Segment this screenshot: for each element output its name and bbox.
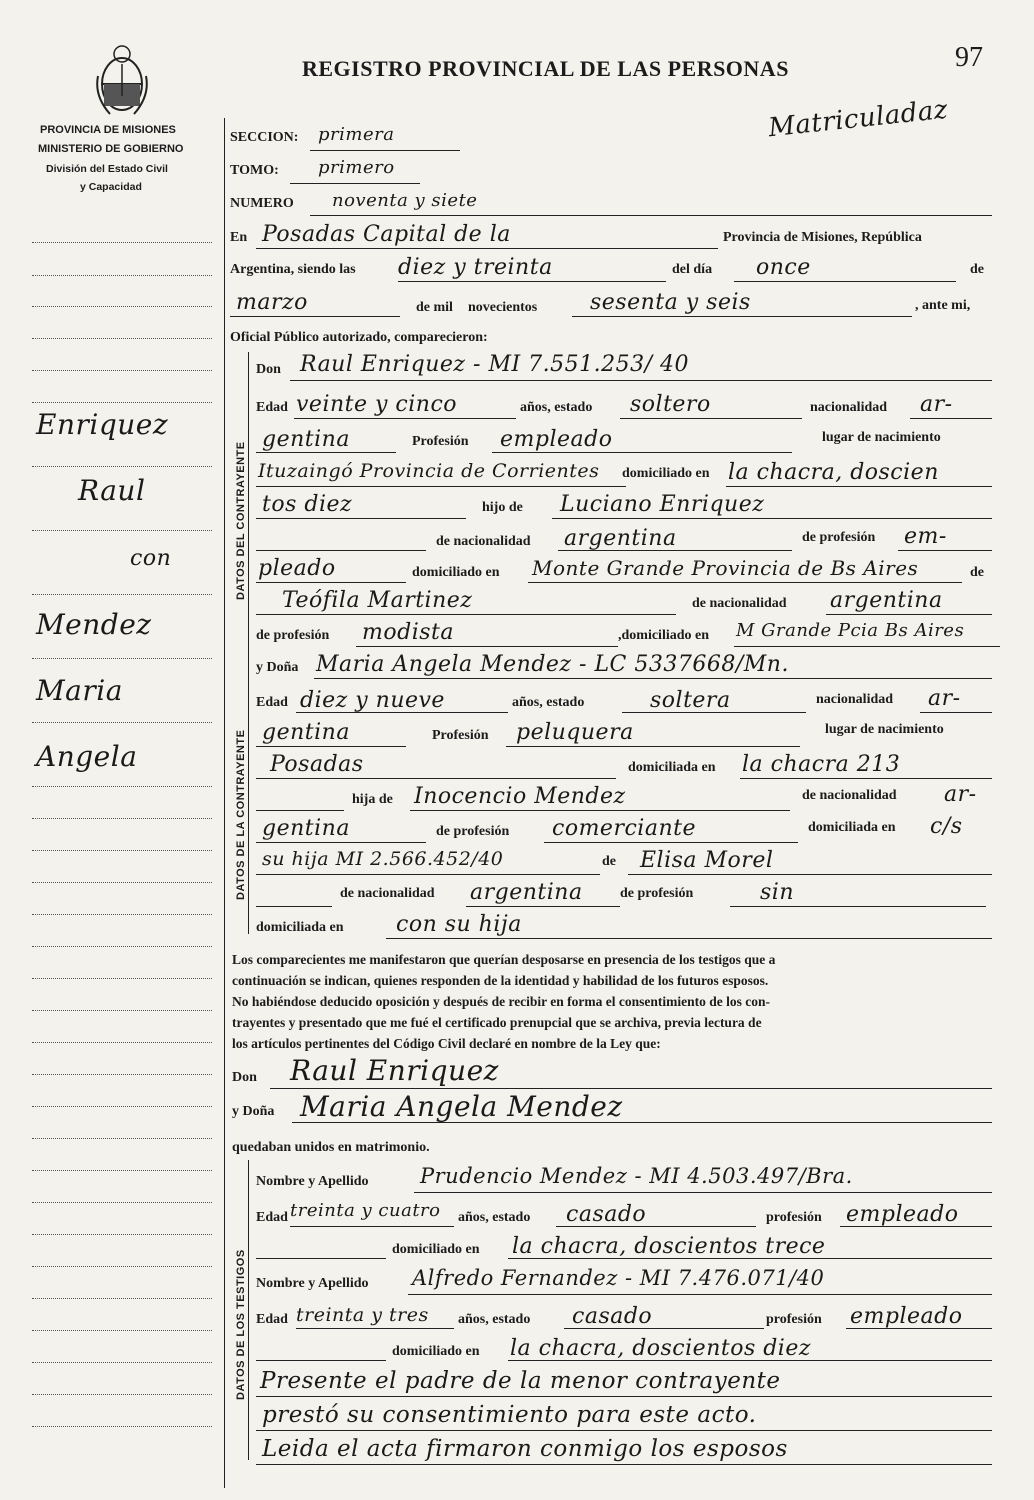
field-line [270, 1088, 992, 1089]
anos-estado-label: años, estado [520, 400, 593, 415]
field-line [256, 248, 718, 249]
margin-dotted-line [32, 306, 212, 307]
note-line1: Presente el padre de la menor contrayente [260, 1368, 781, 1394]
de-nacionalidad-label: de nacionalidad [436, 534, 531, 549]
field-line [466, 906, 620, 907]
field-line [408, 1294, 992, 1295]
lugar-nacimiento2-label: lugar de nacimiento [825, 722, 944, 737]
prof-madre-value: modista [362, 620, 454, 645]
edad3-label: Edad [256, 1210, 288, 1225]
field-line [628, 874, 992, 875]
edad-novio-value: veinte y cinco [296, 392, 458, 417]
field-line [622, 712, 806, 713]
nacionalidad-label: nacionalidad [810, 400, 888, 415]
dom-madre-value: M Grande Pcia Bs Aires [736, 620, 965, 641]
numero-value: noventa y siete [332, 190, 478, 211]
en-value: Posadas Capital de la [262, 222, 511, 247]
del-dia-label: del día [672, 262, 713, 277]
nacionalidad2-label: nacionalidad [816, 692, 894, 707]
dom-padre2b-value: su hija MI 2.566.452/40 [262, 848, 504, 870]
padre-novio-value: Luciano Enriquez [560, 492, 765, 517]
margin-dotted-line [32, 466, 212, 467]
provincia-label: Provincia de Misiones, República [723, 230, 922, 245]
paragraph-line: continuación se indican, quienes responden de la identidad y habilidad de los futuros esposos. [232, 973, 769, 988]
margin-dotted-line [32, 1298, 212, 1299]
argentina-siendo-label: Argentina, siendo las [230, 262, 356, 277]
field-line [730, 906, 986, 907]
nac-novia-a-value: ar- [928, 686, 961, 711]
nombre-apellido2-label: Nombre y Apellido [256, 1276, 369, 1291]
profesion-label: Profesión [412, 434, 469, 449]
oficial-label: Oficial Público autorizado, comparecieron: [230, 330, 488, 345]
dia-value: once [756, 255, 811, 280]
margin-dotted-line [32, 882, 212, 883]
anio-value: sesenta y seis [590, 290, 751, 315]
estado-novio-value: soltero [630, 392, 711, 417]
margin-dotted-line [32, 658, 212, 659]
anos-estado4-label: años, estado [458, 1312, 531, 1327]
prof-padre-a-value: em- [904, 524, 947, 549]
field-line [386, 938, 992, 939]
margin-note-name3: Angela [36, 740, 138, 773]
seccion-value: primera [318, 124, 395, 145]
dom-padre2a-value: c/s [930, 814, 963, 839]
prof-padre2-value: comerciante [552, 816, 696, 841]
field-line [898, 550, 992, 551]
field-line [256, 1464, 992, 1465]
margin-note-name2: Maria [36, 674, 123, 707]
estado-novia-value: soltera [650, 688, 731, 713]
field-line [296, 712, 508, 713]
field-line [256, 842, 426, 843]
anos-estado3-label: años, estado [458, 1210, 531, 1225]
de3-label: de [602, 854, 616, 869]
field-line [256, 906, 332, 907]
margin-dotted-line [32, 786, 212, 787]
edad4-label: Edad [256, 1312, 288, 1327]
margin-dotted-line [32, 946, 212, 947]
dom-novio-a-value: la chacra, doscien [728, 460, 939, 485]
field-line [840, 1226, 992, 1227]
don2-label: Don [232, 1070, 257, 1085]
side-label-contrayente: DATOS DEL CONTRAYENTE [235, 441, 247, 600]
margin-dotted-line [32, 275, 212, 276]
field-line [256, 582, 406, 583]
field-line [294, 418, 516, 419]
novecientos-label: novecientos [468, 300, 538, 315]
padre-novia-value: Inocencio Mendez [414, 784, 626, 809]
de2-label: de [970, 565, 984, 580]
field-line [734, 646, 1000, 647]
margin-dotted-line [32, 530, 212, 531]
ministry-label: MINISTERIO DE GOBIERNO [38, 143, 184, 155]
anos-estado2-label: años, estado [512, 695, 585, 710]
field-line [256, 550, 426, 551]
field-line [556, 1226, 756, 1227]
de-mil-label: de mil [416, 300, 453, 315]
dona-final-value: Maria Angela Mendez [300, 1090, 623, 1123]
dom-novia-value: la chacra 213 [742, 752, 901, 777]
field-line [410, 810, 790, 811]
domiciliado-en2-label: domiciliado en [412, 565, 500, 580]
field-line [910, 418, 992, 419]
seccion-label: SECCION: [230, 130, 299, 145]
lugar-nacimiento-label: lugar de nacimiento [822, 430, 941, 445]
field-line [256, 1430, 992, 1431]
y-dona2-label: y Doña [232, 1104, 275, 1119]
province-label: PROVINCIA DE MISIONES [40, 124, 176, 136]
de-nacionalidad4-label: de nacionalidad [340, 886, 435, 901]
nac-padre2-value: ar- [944, 782, 977, 807]
margin-dotted-line [32, 1362, 212, 1363]
margin-dotted-line [32, 242, 212, 243]
tomo-label: TOMO: [230, 163, 279, 178]
edad-novia-value: diez y nueve [300, 688, 445, 713]
lugar-novia-value: Posadas [270, 752, 364, 777]
dom-padre-value: Monte Grande Provincia de Bs Aires [532, 556, 919, 580]
section-border-line [248, 1160, 249, 1460]
coat-of-arms-icon [92, 36, 152, 120]
margin-note-surname: Enriquez [36, 408, 169, 441]
de-profesion4-label: de profesión [620, 886, 694, 901]
margin-dotted-line [32, 850, 212, 851]
y-dona-label: y Doña [256, 660, 299, 675]
en-label: En [230, 230, 248, 245]
margin-dotted-line [32, 1074, 212, 1075]
field-line [256, 1258, 386, 1259]
lugar-novio-value: Ituzaingó Provincia de Corrientes [258, 460, 600, 482]
domiciliada-en3-label: domiciliada en [256, 920, 344, 935]
note-line2: prestó su consentimiento para este acto. [262, 1402, 757, 1428]
prof-novia-value: peluquera [516, 720, 634, 745]
margin-dotted-line [32, 914, 212, 915]
field-line [734, 281, 956, 282]
note-line3: Leida el acta firmaron conmigo los esposos [262, 1436, 788, 1462]
dom-t1-value: la chacra, doscientos trece [512, 1234, 826, 1259]
margin-dotted-line [32, 1170, 212, 1171]
don-final-value: Raul Enriquez [290, 1054, 499, 1087]
matriculada-stamp: Matriculadaz [766, 94, 950, 144]
field-line [256, 1360, 386, 1361]
main-border-line [224, 118, 225, 1488]
margin-dotted-line [32, 338, 212, 339]
ante-mi-label: , ante mi, [915, 298, 971, 313]
field-line [492, 452, 792, 453]
field-line [508, 1258, 992, 1259]
edad2-label: Edad [256, 695, 288, 710]
quedaban-label: quedaban unidos en matrimonio. [232, 1140, 430, 1155]
margin-dotted-line [32, 1234, 212, 1235]
domiciliada-en-label: domiciliada en [628, 760, 716, 775]
estado-t1-value: casado [566, 1202, 647, 1227]
margin-dotted-line [32, 594, 212, 595]
madre-novio-value: Teófila Martinez [282, 588, 473, 613]
profesion4-label: profesión [766, 1312, 822, 1327]
margin-dotted-line [32, 1106, 212, 1107]
mes-value: marzo [236, 290, 308, 315]
prof-novio-value: empleado [500, 427, 613, 452]
paragraph-line: trayentes y presentado que me fué el certificado prenupcial que se archiva, previa lectura de [232, 1015, 762, 1030]
field-line [290, 1226, 454, 1227]
field-line [256, 518, 466, 519]
margin-dotted-line [32, 1042, 212, 1043]
field-line [256, 614, 676, 615]
domiciliado-en3-label: ,domiciliado en [618, 628, 710, 643]
margin-dotted-line [32, 1394, 212, 1395]
novio-value: Raul Enriquez - MI 7.551.253/ 40 [300, 352, 690, 377]
field-line [356, 646, 618, 647]
field-line [726, 486, 992, 487]
nac-padre2b-value: gentina [262, 816, 350, 841]
field-line [414, 1192, 992, 1193]
margin-dotted-line [32, 1202, 212, 1203]
field-line [740, 778, 992, 779]
margin-dotted-line [32, 1010, 212, 1011]
page-title: REGISTRO PROVINCIAL DE LAS PERSONAS [302, 56, 789, 81]
prof-t2-value: empleado [850, 1304, 963, 1329]
tomo-value: primero [318, 157, 395, 178]
field-line [256, 810, 344, 811]
field-line [558, 550, 792, 551]
domiciliado-en5-label: domiciliado en [392, 1344, 480, 1359]
field-line [290, 380, 992, 381]
dom-novio-b-value: tos diez [262, 492, 353, 517]
prof-madre2-value: sin [760, 880, 794, 905]
field-line [256, 746, 406, 747]
margin-dotted-line [32, 1426, 212, 1427]
field-line [256, 452, 396, 453]
page-number: 97 [955, 42, 983, 73]
dom-madre2-value: con su hija [396, 912, 522, 937]
field-line [256, 486, 626, 487]
margin-dotted-line [32, 978, 212, 979]
section-border-line [248, 352, 249, 934]
margin-note-con: con [130, 546, 172, 571]
field-line [310, 215, 992, 216]
field-line [314, 678, 992, 679]
paragraph-line: Los comparecientes me manifestaron que querían desposarse en presencia de los testigos que a [232, 952, 776, 967]
field-line [508, 1360, 992, 1361]
margin-dotted-line [32, 722, 212, 723]
field-line [290, 183, 420, 184]
division-label: División del Estado Civil [46, 163, 168, 175]
de-label: de [970, 262, 984, 277]
margin-note-name: Raul [78, 474, 146, 507]
madre-novia-value: Elisa Morel [640, 848, 774, 873]
margin-dotted-line [32, 1138, 212, 1139]
de-profesion2-label: de profesión [256, 628, 330, 643]
field-line [920, 712, 992, 713]
edad-t2-value: treinta y tres [296, 1304, 429, 1326]
margin-dotted-line [32, 370, 212, 371]
field-line [620, 418, 802, 419]
dom-t2-value: la chacra, doscientos diez [510, 1336, 811, 1361]
field-line [398, 281, 666, 282]
margin-dotted-line [32, 818, 212, 819]
nac-novia-b-value: gentina [262, 720, 350, 745]
de-profesion-label: de profesión [802, 530, 876, 545]
hija-de-label: hija de [352, 792, 393, 807]
profesion3-label: profesión [766, 1210, 822, 1225]
field-line [256, 1396, 992, 1397]
de-profesion3-label: de profesión [436, 824, 510, 839]
de-nacionalidad3-label: de nacionalidad [802, 788, 897, 803]
field-line [564, 1328, 764, 1329]
don-label: Don [256, 362, 281, 377]
edad-label: Edad [256, 400, 288, 415]
domiciliado-en-label: domiciliado en [622, 466, 710, 481]
hijo-de-label: hijo de [482, 500, 523, 515]
hora-value: diez y treinta [398, 255, 553, 280]
field-line [256, 874, 600, 875]
domiciliada-en2-label: domiciliada en [808, 820, 896, 835]
paragraph-line: los artículos pertinentes del Código Civil declaré en nombre de la Ley que: [232, 1036, 661, 1051]
nac-novio-a-value: ar- [920, 392, 953, 417]
nac-padre-value: argentina [564, 526, 677, 551]
side-label-contrayente2: DATOS DE LA CONTRAYENTE [235, 729, 247, 900]
side-label-testigos: DATOS DE LOS TESTIGOS [235, 1249, 247, 1400]
estado-t2-value: casado [572, 1304, 653, 1329]
field-line [572, 316, 912, 317]
field-line [846, 1328, 992, 1329]
nac-novio-b-value: gentina [262, 427, 350, 452]
field-line [310, 150, 460, 151]
prof-padre-b-value: pleado [258, 556, 336, 581]
de-nacionalidad2-label: de nacionalidad [692, 596, 787, 611]
field-line [256, 778, 616, 779]
margin-dotted-line [32, 1330, 212, 1331]
field-line [528, 582, 962, 583]
novia-value: Maria Angela Mendez - LC 5337668/Mn. [316, 652, 789, 677]
field-line [506, 746, 800, 747]
domiciliado-en4-label: domiciliado en [392, 1242, 480, 1257]
nombre-apellido-label: Nombre y Apellido [256, 1174, 369, 1189]
numero-label: NUMERO [230, 196, 294, 211]
prof-t1-value: empleado [846, 1202, 959, 1227]
margin-dotted-line [32, 402, 212, 403]
field-line [292, 1122, 992, 1123]
field-line [296, 1328, 454, 1329]
margin-note-surname2: Mendez [36, 608, 152, 641]
testigo1-value: Prudencio Mendez - MI 4.503.497/Bra. [420, 1164, 853, 1188]
field-line [826, 614, 992, 615]
testigo2-value: Alfredo Fernandez - MI 7.476.071/40 [412, 1266, 825, 1290]
capacity-label: y Capacidad [80, 181, 142, 193]
nac-madre2-value: argentina [470, 880, 583, 905]
paragraph-line: No habiéndose deducido oposición y después de recibir en forma el consentimiento de los con- [232, 994, 771, 1009]
field-line [544, 842, 798, 843]
edad-t1-value: treinta y cuatro [290, 1200, 441, 1221]
profesion2-label: Profesión [432, 728, 489, 743]
field-line [230, 316, 400, 317]
nac-madre-value: argentina [830, 588, 943, 613]
field-line [552, 518, 992, 519]
margin-dotted-line [32, 1266, 212, 1267]
